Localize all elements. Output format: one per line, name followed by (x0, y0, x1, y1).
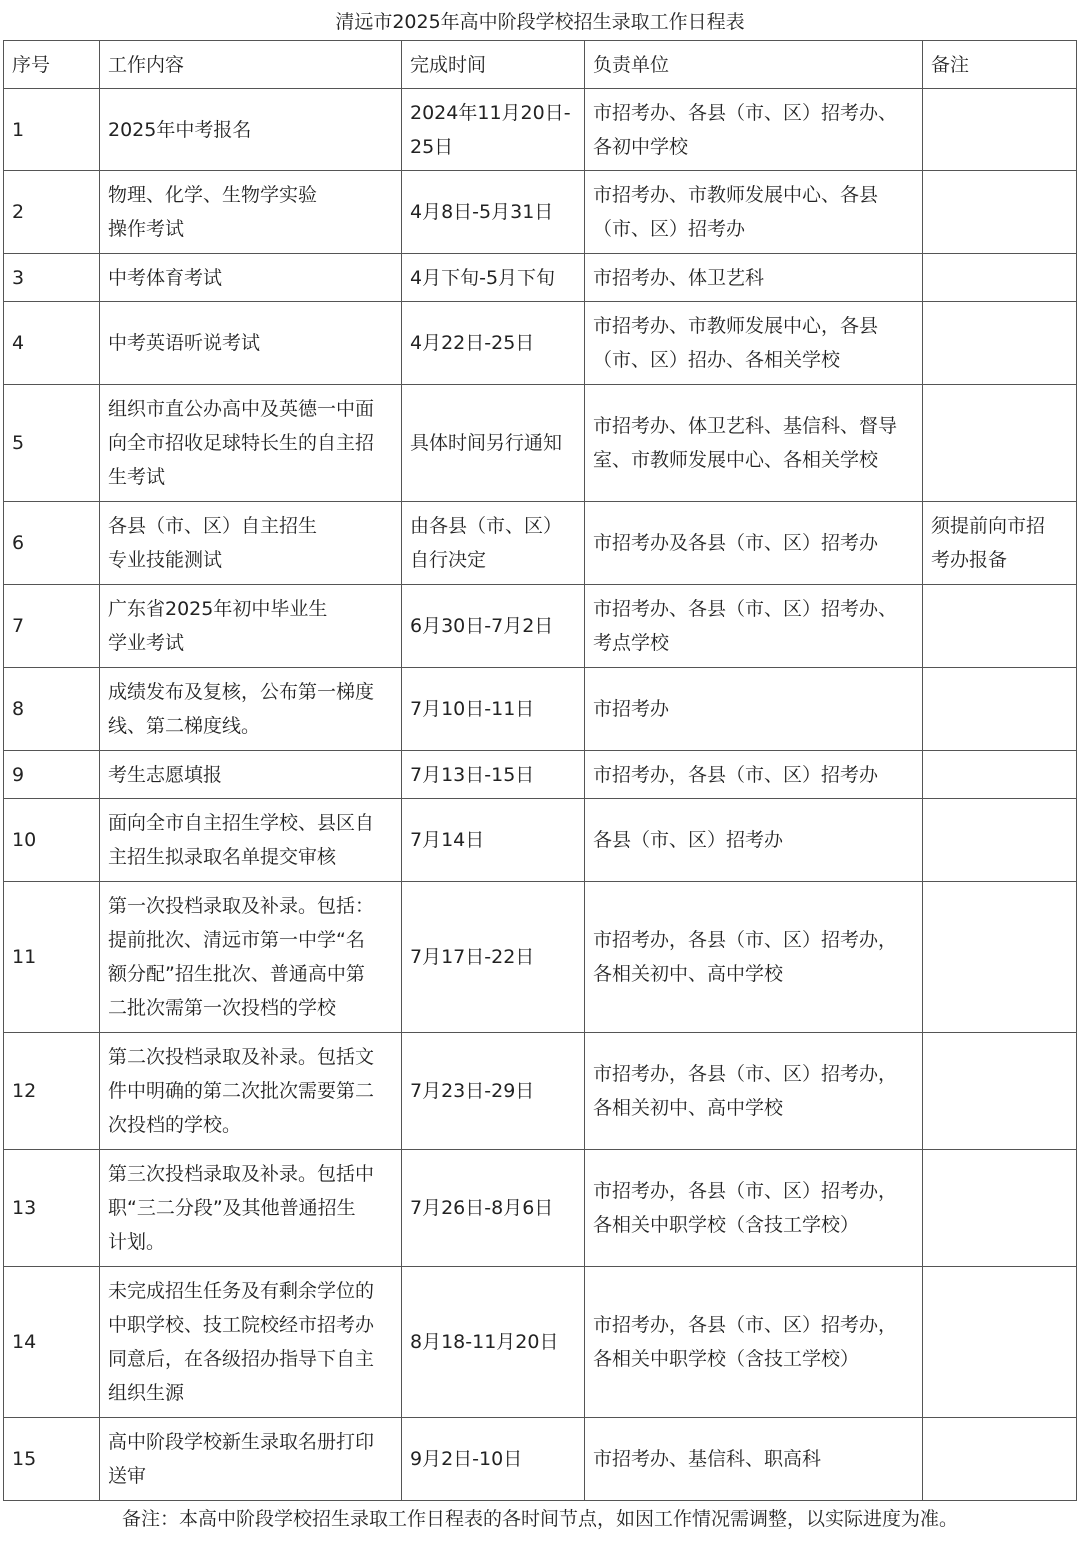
row-number-cell: 10 (4, 799, 100, 882)
cell-line: 2025年中考报名 (108, 118, 252, 141)
remark-cell (923, 171, 1077, 254)
cell-line: 市招考办 (593, 698, 670, 720)
time-cell (402, 385, 585, 502)
cell-line: 专业技能测试 (108, 549, 223, 571)
unit-cell (585, 799, 923, 882)
cell-line: 市招考办、体卫艺科、基信科、督导 (593, 415, 898, 437)
time-cell (402, 585, 585, 668)
time-cell (402, 89, 585, 171)
cell-line: 市招考办、市教师发展中心、各县 (593, 184, 879, 206)
cell-line: 自行决定 (410, 549, 487, 571)
time-cell (402, 1033, 585, 1150)
remark-cell (923, 799, 1077, 882)
remark-cell (923, 385, 1077, 502)
cell-line: 各相关初中、高中学校 (593, 1097, 784, 1119)
time-cell (402, 1267, 585, 1418)
cell-line: 高中阶段学校新生录取名册打印 (108, 1431, 375, 1453)
cell-line: 各县（市、区）招考办 (593, 829, 784, 851)
header-cell: 备注 (923, 41, 1077, 89)
table-row (4, 171, 1077, 254)
header-cell: 负责单位 (585, 41, 923, 89)
cell-line: 送审 (108, 1465, 147, 1487)
time-cell (402, 171, 585, 254)
remark-cell (923, 668, 1077, 751)
cell-line: 各初中学校 (593, 135, 689, 158)
cell-line: 具体时间另行通知 (410, 432, 563, 454)
content-cell (100, 585, 402, 668)
time-cell (402, 882, 585, 1033)
table-row (4, 751, 1077, 799)
cell-line: 第一次投档录取及补录。包括： (108, 895, 375, 917)
cell-line: 4月22日-25日 (410, 332, 535, 354)
content-cell (100, 882, 402, 1033)
content-cell (100, 1150, 402, 1267)
content-cell (100, 1418, 402, 1501)
cell-line: 室、市教师发展中心、各相关学校 (593, 449, 879, 471)
table-row (4, 799, 1077, 882)
cell-line: 7月10日-11日 (410, 698, 535, 720)
content-cell (100, 254, 402, 302)
cell-line: 未完成招生任务及有剩余学位的 (108, 1280, 375, 1302)
remark-cell (923, 502, 1077, 585)
remark-cell (923, 254, 1077, 302)
cell-line: 9月2日-10日 (410, 1448, 523, 1470)
cell-line: 考办报备 (931, 549, 1008, 571)
row-number-cell: 15 (4, 1418, 100, 1501)
time-cell (402, 302, 585, 385)
cell-line: 市招考办，各县（市、区）招考办， (593, 929, 898, 951)
cell-line: 中职学校、技工院校经市招考办 (108, 1314, 375, 1336)
content-cell (100, 302, 402, 385)
unit-cell (585, 385, 923, 502)
unit-cell (585, 668, 923, 751)
content-cell (100, 89, 402, 171)
table-row (4, 882, 1077, 1033)
content-cell (100, 668, 402, 751)
cell-line: 考生志愿填报 (108, 763, 223, 786)
unit-cell (585, 1033, 923, 1150)
cell-line: 4月下旬-5月下旬 (410, 266, 556, 289)
cell-line: 市招考办、基信科、职高科 (593, 1448, 822, 1470)
row-number-cell: 13 (4, 1150, 100, 1267)
unit-cell (585, 882, 923, 1033)
remark-cell (923, 1033, 1077, 1150)
cell-line: 2024年11月20日- (410, 101, 571, 124)
table-row (4, 1150, 1077, 1267)
table-row (4, 385, 1077, 502)
cell-line: 25日 (410, 135, 454, 158)
row-number-cell: 4 (4, 302, 100, 385)
cell-line: 职“三二分段”及其他普通招生 (108, 1197, 356, 1219)
cell-line: 第二次投档录取及补录。包括文 (108, 1046, 375, 1068)
cell-line: 线、第二梯度线。 (108, 715, 261, 737)
header-cell: 完成时间 (402, 41, 585, 89)
cell-line: 市招考办、体卫艺科 (593, 266, 765, 289)
content-cell (100, 1267, 402, 1418)
cell-line: 学业考试 (108, 632, 185, 654)
time-cell (402, 1150, 585, 1267)
cell-line: 提前批次、清远市第一中学“名 (108, 929, 365, 951)
cell-line: 各相关中职学校（含技工学校） (593, 1214, 860, 1236)
cell-line: 考点学校 (593, 632, 670, 654)
unit-cell (585, 1150, 923, 1267)
row-number-cell: 7 (4, 585, 100, 668)
cell-line: 计划。 (108, 1231, 166, 1253)
remark-cell (923, 89, 1077, 171)
cell-line: 广东省2025年初中毕业生 (108, 598, 328, 620)
time-cell (402, 799, 585, 882)
unit-cell (585, 302, 923, 385)
unit-cell (585, 585, 923, 668)
unit-cell (585, 171, 923, 254)
cell-line: 7月14日 (410, 829, 485, 851)
table-row (4, 302, 1077, 385)
unit-cell (585, 751, 923, 799)
cell-line: 7月17日-22日 (410, 946, 535, 968)
unit-cell (585, 254, 923, 302)
cell-line: 须提前向市招 (931, 515, 1046, 537)
table-row (4, 1267, 1077, 1418)
cell-line: 中考体育考试 (108, 266, 223, 289)
cell-line: （市、区）招办、各相关学校 (593, 349, 841, 371)
row-number-cell: 12 (4, 1033, 100, 1150)
cell-line: 主招生拟录取名单提交审核 (108, 846, 337, 868)
content-cell (100, 502, 402, 585)
table-row (4, 254, 1077, 302)
content-cell (100, 385, 402, 502)
cell-line: 二批次需第一次投档的学校 (108, 997, 337, 1019)
remark-cell (923, 1418, 1077, 1501)
time-cell (402, 751, 585, 799)
row-number-cell: 14 (4, 1267, 100, 1418)
cell-line: 市招考办，各县（市、区）招考办， (593, 1063, 898, 1085)
row-number-cell: 2 (4, 171, 100, 254)
table-row (4, 668, 1077, 751)
cell-line: 8月18-11月20日 (410, 1331, 559, 1353)
unit-cell (585, 1418, 923, 1501)
cell-line: 7月13日-15日 (410, 763, 535, 786)
cell-line: 市招考办，各县（市、区）招考办， (593, 1314, 898, 1336)
cell-line: 各相关初中、高中学校 (593, 963, 784, 985)
row-number-cell: 8 (4, 668, 100, 751)
unit-cell (585, 1267, 923, 1418)
cell-line: 7月26日-8月6日 (410, 1197, 554, 1219)
cell-line: （市、区）招考办 (593, 218, 746, 240)
cell-line: 组织生源 (108, 1382, 185, 1404)
time-cell (402, 668, 585, 751)
cell-line: 中考英语听说考试 (108, 332, 261, 354)
table-header-row (4, 41, 1077, 89)
row-number-cell: 6 (4, 502, 100, 585)
remark-cell (923, 1267, 1077, 1418)
time-cell (402, 1418, 585, 1501)
row-number-cell: 5 (4, 385, 100, 502)
cell-line: 6月30日-7月2日 (410, 615, 554, 637)
cell-line: 市招考办、市教师发展中心，各县 (593, 315, 879, 337)
table-body (4, 89, 1077, 1501)
remark-cell (923, 751, 1077, 799)
remark-cell (923, 882, 1077, 1033)
header-cell: 序号 (4, 41, 100, 89)
cell-line: 市招考办，各县（市、区）招考办， (593, 1180, 898, 1202)
cell-line: 同意后，在各级招办指导下自主 (108, 1348, 375, 1370)
table-row (4, 89, 1077, 171)
time-cell (402, 502, 585, 585)
table-row (4, 1418, 1077, 1501)
remark-cell (923, 1150, 1077, 1267)
content-cell (100, 799, 402, 882)
header-cell: 工作内容 (100, 41, 402, 89)
cell-line: 市招考办、各县（市、区）招考办、 (593, 101, 898, 124)
row-number-cell: 3 (4, 254, 100, 302)
cell-line: 市招考办，各县（市、区）招考办 (593, 763, 879, 786)
cell-line: 操作考试 (108, 218, 185, 240)
unit-cell (585, 502, 923, 585)
footnote: 备注：本高中阶段学校招生录取工作日程表的各时间节点，如因工作情况需调整，以实际进度为准。 (121, 1508, 958, 1530)
time-cell (402, 254, 585, 302)
row-number-cell: 1 (4, 89, 100, 171)
cell-line: 次投档的学校。 (108, 1114, 242, 1136)
cell-line: 市招考办及各县（市、区）招考办 (593, 532, 879, 554)
unit-cell (585, 89, 923, 171)
content-cell (100, 751, 402, 799)
cell-line: 4月8日-5月31日 (410, 201, 554, 223)
schedule-table (3, 40, 1077, 1501)
cell-line: 生考试 (108, 466, 166, 488)
remark-cell (923, 302, 1077, 385)
cell-line: 物理、化学、生物学实验 (108, 184, 318, 206)
remark-cell (923, 585, 1077, 668)
cell-line: 各县（市、区）自主招生 (108, 515, 318, 537)
row-number-cell: 9 (4, 751, 100, 799)
cell-line: 7月23日-29日 (410, 1080, 535, 1102)
cell-line: 第三次投档录取及补录。包括中 (108, 1163, 375, 1185)
page-title: 清远市2025年高中阶段学校招生录取工作日程表 (335, 11, 745, 33)
cell-line: 市招考办、各县（市、区）招考办、 (593, 598, 898, 620)
cell-line: 成绩发布及复核，公布第一梯度 (108, 681, 375, 703)
cell-line: 各相关中职学校（含技工学校） (593, 1348, 860, 1370)
table-row (4, 502, 1077, 585)
cell-line: 面向全市自主招生学校、县区自 (108, 812, 375, 834)
cell-line: 额分配”招生批次、普通高中第 (108, 963, 365, 985)
content-cell (100, 171, 402, 254)
cell-line: 由各县（市、区） (410, 515, 563, 537)
content-cell (100, 1033, 402, 1150)
cell-line: 组织市直公办高中及英德一中面 (108, 398, 375, 420)
cell-line: 向全市招收足球特长生的自主招 (108, 432, 375, 454)
cell-line: 件中明确的第二次批次需要第二 (108, 1080, 375, 1102)
table-row (4, 1033, 1077, 1150)
table-row (4, 585, 1077, 668)
row-number-cell: 11 (4, 882, 100, 1033)
